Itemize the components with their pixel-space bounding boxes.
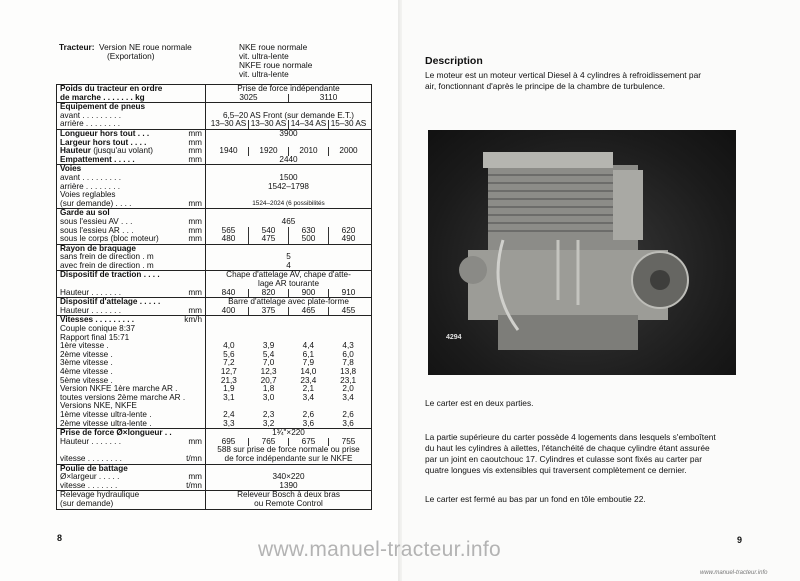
couple-label: Couple conique 8:37 — [57, 325, 206, 334]
vitesse-1-v4: 4,3 — [342, 341, 354, 351]
attelage-hauteur-4: 455 — [328, 307, 368, 316]
description-paragraph-1 — [425, 70, 745, 92]
nkfe-ar-v4: 2,0 — [342, 384, 354, 394]
cylinder-head-cover — [483, 152, 613, 168]
photo-reference-number: 4294 — [446, 334, 462, 341]
poulie-vit-unit: t/mn — [186, 480, 202, 490]
attelage-hauteur-2: 375 — [248, 307, 288, 316]
braquage-label: Rayon de braquage — [57, 244, 206, 253]
vitesse-3-v1: 7,2 — [223, 358, 235, 368]
pneus-avant-label: avant . . . . . . . . . — [57, 112, 206, 121]
nkfe-ar-v2: 1,8 — [262, 384, 275, 394]
pneus-label: Equipement de pneus — [57, 103, 206, 112]
voies-demande-unit: mm — [188, 198, 202, 208]
pdf-hauteur-3: 675 — [288, 438, 328, 447]
relevage-value-2: ou Remote Control — [206, 500, 372, 509]
version-nke: NKE roue normale — [239, 42, 308, 52]
pneus-avant-value: 6,5–20 AS Front (sur demande E.T.) — [206, 112, 372, 121]
page-number-right: 9 — [737, 535, 743, 545]
poulie-dim-value: 340×220 — [206, 473, 372, 482]
garde-ar-2: 540 — [248, 227, 288, 236]
traction-hauteur-2: 820 — [248, 289, 288, 298]
version-nkfe-ultra: vit. ultra-lente — [239, 69, 289, 79]
garde-ar-3: 630 — [288, 227, 328, 236]
traction-hauteur-3: 900 — [288, 289, 328, 298]
p3-line-1: La partie supérieure du carter possède 4 logements dans lesquels s'emboîtent — [425, 432, 716, 442]
toutes-v1: 3,1 — [223, 392, 235, 402]
longueur-label: Longueur hors tout . . . — [60, 128, 150, 138]
garde-corps-1: 480 — [221, 234, 236, 244]
vitesse-1-v1: 4,0 — [223, 341, 235, 351]
voies-demande-label: (sur demande) . . . . — [60, 198, 132, 208]
vitesse-2-v4: 6,0 — [342, 349, 354, 359]
traction-hauteur-unit: mm — [188, 287, 202, 297]
toutes-v4: 3,4 — [342, 392, 354, 402]
engine-illustration — [428, 130, 736, 375]
pdf-value: 1¾"×220 — [206, 429, 372, 438]
ultra-1-v4: 2,6 — [342, 409, 354, 419]
pdf-hauteur-2: 765 — [248, 438, 288, 447]
vitesse-2-label: 2ème vitesse . — [57, 351, 206, 360]
traction-value-1: Chape d'attelage AV, chape d'atte- — [206, 271, 372, 280]
vitesse-5-v3: 23,4 — [300, 375, 317, 385]
poids-value-1: 3025 — [239, 92, 258, 102]
vitesse-4-v1: 12,7 — [220, 367, 237, 376]
attelage-hauteur-unit: mm — [188, 305, 202, 315]
pdf-vitesse-unit: t/mn — [186, 453, 202, 463]
table-row — [57, 271, 372, 280]
version-nkfe: NKFE roue normale — [239, 60, 313, 70]
empattement-value: 2440 — [206, 156, 372, 165]
vitesse-4-v3: 14,0 — [300, 367, 317, 376]
ultra-2-v3: 3,6 — [302, 418, 315, 428]
voies-avant-label: avant . . . . . . . . . — [57, 174, 206, 183]
attelage-hauteur-3: 465 — [288, 307, 328, 316]
oil-sump — [498, 315, 638, 350]
pneus-arriere-1: 13–30 AS — [210, 119, 247, 129]
poids-value-2: 3110 — [288, 94, 368, 103]
p3-line-2: du haut les cylindres à ailettes, l'étanchéité de chaque cylindre étant assurée — [425, 443, 710, 453]
watermark-url-small: www.manuel-tracteur.info — [700, 570, 768, 576]
pulley — [459, 256, 487, 284]
version-nke-ultra: vit. ultra-lente — [239, 51, 289, 61]
garde-corps-unit: mm — [188, 234, 202, 244]
pneus-arriere-4: 15–30 AS — [328, 120, 368, 129]
table-row — [57, 500, 372, 509]
prise-de-force-header: Prise de force indépendante — [206, 85, 372, 94]
table-row — [57, 156, 372, 165]
hauteur-value-1: 1940 — [219, 146, 238, 156]
ultra-2-v2: 3,2 — [262, 418, 275, 428]
poulie-label: Poulie de battage — [57, 464, 206, 473]
vitesse-3-v3: 7,9 — [302, 358, 315, 368]
rapport-label: Rapport final 15:71 — [57, 334, 206, 343]
vitesses-unit: km/h — [184, 315, 202, 325]
vitesse-2-v3: 6,1 — [302, 349, 315, 359]
vitesse-2-v2: 5,4 — [262, 349, 275, 359]
empattement-label: Empattement . . . . . — [60, 154, 135, 164]
largeur-label: Largeur hors tout . . . . — [60, 137, 147, 147]
p1-line-1: Le moteur est un moteur vertical Diesel à 4 cylindres à refroidissement par — [425, 70, 702, 80]
vitesse-1-v2: 3,9 — [262, 341, 275, 351]
hauteur-unit: mm — [188, 146, 202, 156]
longueur-value: 3900 — [206, 129, 372, 138]
vitesse-5-v1: 21,3 — [220, 375, 237, 385]
attelage-value: Barre d'attelage avec plate-forme — [206, 298, 372, 307]
p1-line-2: air, fonctionnant d'après le principe de la chambre de turbulence. — [425, 81, 665, 91]
relevage-label: Relevage hydraulique — [57, 491, 206, 500]
traction-hauteur-4: 910 — [328, 289, 368, 298]
garde-ar-1: 565 — [221, 225, 236, 235]
pdf-hauteur-label: Hauteur . . . . . . . — [60, 436, 121, 446]
page-number-left: 8 — [57, 533, 63, 543]
garde-corps-label: sous le corps (bloc moteur) — [60, 234, 159, 244]
nkfe-marche-ar-label: Version NKFE 1ère marche AR . — [57, 385, 206, 394]
garde-av-value: 465 — [206, 218, 372, 227]
poulie-dim-unit: mm — [188, 472, 202, 482]
pdf-note-2: de force indépendante sur le NKFE — [206, 455, 372, 464]
attelage-label: Dispositif d'attelage . . . . . — [57, 298, 206, 307]
voies-label: Voies — [57, 165, 206, 174]
relevage-value-1: Releveur Bosch à deux bras — [206, 491, 372, 500]
toutes-v3: 3,4 — [302, 392, 315, 402]
traction-label: Dispositif de traction . . . . — [57, 271, 206, 280]
vitesse-5-v4: 23,1 — [340, 375, 357, 385]
empattement-unit: mm — [188, 154, 202, 164]
vitesse-2-v1: 5,6 — [223, 349, 235, 359]
voies-reglables-label: Voies reglables — [57, 191, 206, 200]
pdf-hauteur-1: 695 — [221, 436, 236, 446]
vitesse-3-v2: 7,0 — [262, 358, 275, 368]
vitesse-4-label: 4ème vitesse . — [57, 368, 206, 377]
largeur-unit: mm — [188, 137, 202, 147]
toutes-versions-label: toutes versions 2ème marche AR . — [57, 394, 206, 403]
vitesse-1-label: 1ère vitesse . — [57, 342, 206, 351]
traction-hauteur-label: Hauteur . . . . . . . — [60, 287, 121, 297]
traction-hauteur-1: 840 — [221, 287, 236, 297]
engine-photo — [428, 130, 736, 375]
pneus-arriere-2: 13–30 AS — [248, 120, 288, 129]
nkfe-ar-v1: 1,9 — [223, 384, 235, 394]
garde-ar-label: sous l'essieu AR . . . — [60, 225, 134, 235]
flywheel-hub — [650, 270, 670, 290]
pneus-arriere-label: arrière . . . . . . . . — [57, 120, 206, 129]
page-gutter — [398, 0, 402, 581]
spec-table — [56, 84, 372, 510]
vitesse-5-v2: 20,7 — [260, 375, 277, 385]
ultra-2-v1: 3,3 — [223, 418, 235, 428]
ultra-2-label: 2ème vitesse ultra-lente . — [57, 420, 206, 429]
vitesse-4-v2: 12,3 — [260, 367, 277, 376]
watermark-url: www.manuel-tracteur.info — [258, 538, 501, 561]
attelage-hauteur-label: Hauteur . . . . . . . — [60, 305, 121, 315]
poulie-dim-label: Ø×largeur . . . . . — [60, 472, 120, 482]
vitesse-3-label: 3ème vitesse . — [57, 359, 206, 368]
attelage-hauteur-1: 400 — [221, 305, 236, 315]
description-paragraph-2: Le carter est en deux parties. — [425, 398, 534, 408]
longueur-unit: mm — [188, 128, 202, 138]
poulie-vit-value: 1390 — [206, 482, 372, 491]
air-intake — [613, 170, 643, 240]
garde-ar-unit: mm — [188, 225, 202, 235]
p3-line-3: par un joint en caoutchouc 17. Cylindres et culasse sont fixés au carter par — [425, 454, 702, 464]
voies-avant-value: 1500 — [206, 174, 372, 183]
garde-label: Garde au sol — [57, 209, 206, 218]
garde-av-label: sous l'essieu AV . . . — [60, 216, 133, 226]
ultra-1-v2: 2,3 — [262, 409, 275, 419]
description-paragraph-4: Le carter est fermé au bas par un fond en tôle emboutie 22. — [425, 494, 646, 504]
voies-demande-value: 1524–2024 (6 possibilités — [206, 200, 372, 209]
description-paragraph-3 — [425, 432, 745, 476]
nkfe-ar-v3: 2,1 — [302, 384, 315, 394]
hauteur-label: Hauteur — [60, 146, 91, 156]
garde-corps-2: 475 — [248, 235, 288, 244]
versions-nke-label: Versions NKE, NKFE — [57, 402, 206, 411]
version-ne: Version NE roue normale — [99, 42, 192, 52]
voies-arriere-value: 1542–1798 — [206, 183, 372, 192]
hauteur-sub: (jusqu'au volant) — [93, 146, 154, 156]
pdf-note-1: 588 sur prise de force normale ou prise — [206, 446, 372, 455]
poids-label: Poids du tracteur en ordre — [57, 85, 206, 94]
tracteur-label: Tracteur: — [59, 42, 95, 52]
vitesse-3-v4: 7,8 — [342, 358, 354, 368]
ultra-1-v1: 2,4 — [223, 409, 235, 419]
pdf-vitesse-label: vitesse . . . . . . . . — [60, 453, 122, 463]
pdf-hauteur-4: 755 — [328, 438, 368, 447]
braquage-sans-label: sans frein de direction . m — [57, 253, 206, 262]
hauteur-value-3: 2010 — [288, 147, 328, 156]
p3-line-4: quatre longues vis extensibles qui traversent complètement ce dernier. — [425, 465, 687, 475]
vitesse-4-v4: 13,8 — [340, 367, 357, 376]
vitesses-label: Vitesses . . . . . . . . . — [60, 315, 135, 325]
ultra-1-label: 1ème vitesse ultra-lente . — [57, 411, 206, 420]
table-row — [57, 455, 372, 464]
table-row — [57, 235, 372, 244]
pneus-arriere-3: 14–34 AS — [288, 120, 328, 129]
braquage-sans-value: 5 — [206, 253, 372, 262]
braquage-avec-value: 4 — [206, 262, 372, 271]
poulie-vit-label: vitesse . . . . . . . — [60, 480, 118, 490]
garde-av-unit: mm — [188, 216, 202, 226]
garde-corps-4: 490 — [328, 235, 368, 244]
pdf-label: Prise de force Ø×longueur . . — [57, 429, 206, 438]
toutes-v2: 3,0 — [262, 392, 275, 402]
relevage-sub: (sur demande) — [57, 500, 206, 509]
garde-ar-4: 620 — [328, 227, 368, 236]
vitesse-5-label: 5ème vitesse . — [57, 377, 206, 386]
braquage-avec-label: avec frein de direction . m — [57, 262, 206, 271]
pdf-hauteur-unit: mm — [188, 436, 202, 446]
hauteur-value-2: 1920 — [248, 147, 288, 156]
traction-value-2: lage AR tourante — [206, 280, 372, 289]
vitesse-1-v3: 4,4 — [302, 341, 315, 351]
hauteur-value-4: 2000 — [328, 147, 368, 156]
description-title: Description — [425, 55, 483, 67]
voies-arriere-label: arrière . . . . . . . . — [57, 183, 206, 192]
version-ne-export: (Exportation) — [107, 51, 155, 61]
poids-label-2: de marche . . . . . . . kg — [57, 94, 206, 103]
ultra-1-v3: 2,6 — [302, 409, 315, 419]
garde-corps-3: 500 — [288, 235, 328, 244]
ultra-2-v4: 3,6 — [342, 418, 354, 428]
